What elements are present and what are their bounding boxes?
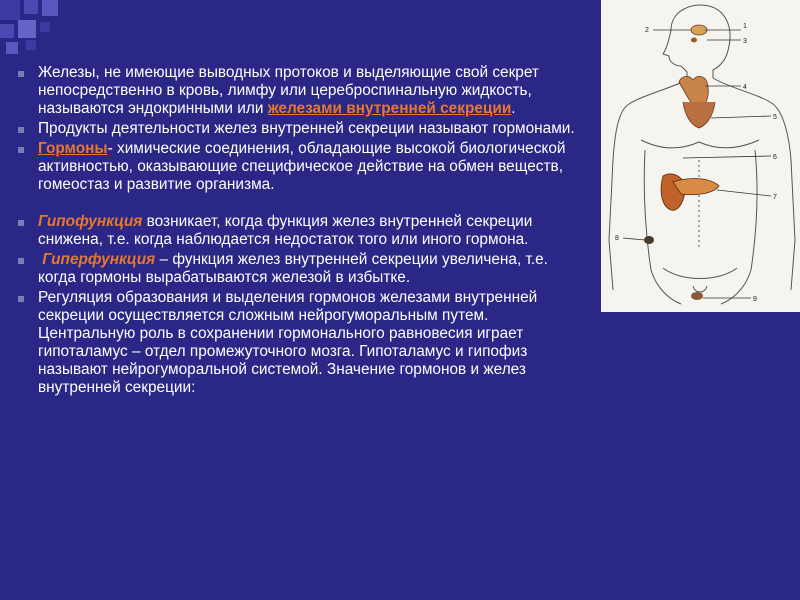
paragraph-products: Продукты деятельности желез внутренней секреции называют гормонами. bbox=[18, 120, 588, 138]
bullet-icon bbox=[18, 127, 24, 133]
paragraph-hypofunction: Гипофункция возникает, когда функция желез внутренней секреции снижена, т.е. когда наблюдается недостаток того или иного гормона. bbox=[18, 213, 588, 249]
bullet-icon bbox=[18, 71, 24, 77]
label-5: 5 bbox=[773, 114, 777, 121]
paragraph-hormones: Гормоны- химические соединения, обладающие высокой биологической активностью, оказывающие специфическое действие на обмен веществ, гомеостаз и развитие организма. bbox=[18, 140, 588, 194]
label-7: 7 bbox=[773, 194, 777, 201]
bullet-icon bbox=[18, 258, 24, 264]
bullet-icon bbox=[18, 220, 24, 226]
label-3: 3 bbox=[743, 38, 747, 45]
slide-text bbox=[18, 64, 588, 399]
label-2: 2 bbox=[645, 27, 649, 34]
paragraph-definition: Железы, не имеющие выводных протоков и выделяющие свой секрет непосредственно в кровь, лимфу или цереброспинальную жидкость, называются эндокринными или железами внутренней секреции. bbox=[18, 64, 588, 118]
body-outline-diagram bbox=[601, 0, 800, 312]
paragraph-regulation: Регуляция образования и выделения гормонов железами внутренней секреции осуществляется сложным нейрогуморальным путем. Центральную роль в сохранении гормонального равновесия играет гипоталамус – отдел промежуточного мозга. Гипоталамус и гипофиз называют нейрогуморальной системой. Значение гормонов и желез внутренней секреции: bbox=[18, 289, 588, 397]
term-hypofunction: Гипофункция bbox=[38, 213, 143, 230]
label-6: 6 bbox=[773, 154, 777, 161]
label-1: 1 bbox=[743, 23, 747, 30]
label-4: 4 bbox=[743, 84, 747, 91]
corner-decoration bbox=[0, 0, 80, 60]
paragraph-hyperfunction: Гиперфункция – функция желез внутренней секреции увеличена, т.е. когда гормоны вырабатываются железой в избытке. bbox=[18, 251, 588, 287]
label-9: 9 bbox=[753, 296, 757, 303]
term-hormones: Гормоны bbox=[38, 140, 108, 157]
endocrine-glands-figure bbox=[601, 0, 800, 312]
term-hyperfunction: Гиперфункция bbox=[42, 251, 156, 268]
label-8: 8 bbox=[615, 235, 619, 242]
term-endocrine-glands: железами внутренней секреции bbox=[267, 100, 512, 117]
bullet-icon bbox=[18, 296, 24, 302]
bullet-icon bbox=[18, 147, 24, 153]
